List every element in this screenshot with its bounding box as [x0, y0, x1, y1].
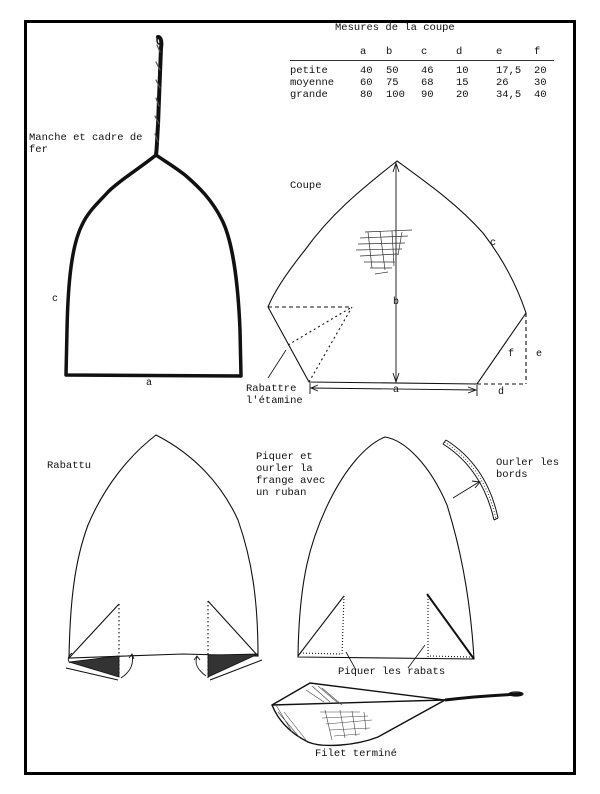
value-c: 68 [421, 77, 434, 89]
rabattu-figure [66, 435, 262, 680]
coupe-label-e: e [536, 349, 543, 360]
coupe-label-a: a [393, 385, 400, 396]
fabric-texture [356, 230, 412, 274]
piquer-figure [298, 437, 498, 670]
finished-net-figure [272, 683, 523, 745]
size-cell: petite [290, 65, 328, 77]
value-c: 90 [421, 89, 434, 101]
piquer-caption-line2: ourler la [256, 463, 313, 475]
piquer-caption-line3: frange avec [256, 475, 326, 487]
header-b: b [386, 45, 421, 61]
size-cell: grande [290, 89, 328, 101]
value-e: 34,5 [496, 89, 522, 101]
coupe-figure [268, 161, 526, 396]
table-row [290, 89, 554, 101]
size-cell: moyenne [290, 77, 335, 89]
hem-note-line2: bords [496, 469, 528, 481]
coupe-note-line2: l'étamine [246, 395, 303, 407]
iron-frame-figure [66, 36, 241, 376]
value-e: 17,5 [496, 65, 522, 77]
value-a: 60 [360, 77, 373, 89]
frame-label-c: c [52, 294, 59, 305]
header-d: d [456, 45, 496, 61]
value-e: 26 [496, 77, 509, 89]
frame-caption-line1: Manche et cadre de [29, 132, 143, 144]
frame-caption-line2: fer [29, 144, 48, 156]
piquer-caption-line1: Piquer et [256, 451, 313, 463]
value-d: 10 [456, 65, 469, 77]
rabattu-caption: Rabattu [47, 460, 92, 472]
coupe-label-f: f [508, 349, 515, 360]
coupe-caption: Coupe [290, 180, 322, 192]
header-size [290, 45, 360, 61]
piquer-bottom-note: Piquer les rabats [338, 666, 446, 678]
coupe-label-b: b [393, 297, 400, 308]
frame-label-a: a [146, 378, 153, 389]
value-f: 20 [534, 65, 547, 77]
table-row [290, 61, 554, 78]
value-b: 100 [386, 89, 405, 101]
header-f: f [534, 45, 554, 61]
piquer-caption-line4: un ruban [256, 487, 307, 499]
measurements-header-row [290, 45, 554, 61]
measurements-table [290, 45, 554, 101]
value-a: 80 [360, 89, 373, 101]
value-c: 46 [421, 65, 434, 77]
value-a: 40 [360, 65, 373, 77]
coupe-label-d: d [498, 387, 505, 398]
value-b: 50 [386, 65, 399, 77]
measurements-title: Mesures de la coupe [335, 22, 455, 34]
value-f: 30 [534, 77, 547, 89]
finished-caption: Filet terminé [315, 748, 397, 760]
value-d: 20 [456, 89, 469, 101]
table-row [290, 77, 554, 89]
hem-strip [443, 440, 498, 520]
value-f: 40 [534, 89, 547, 101]
value-b: 75 [386, 77, 399, 89]
header-e: e [496, 45, 534, 61]
header-a: a [360, 45, 386, 61]
hem-note-line1: Ourler les [496, 457, 560, 469]
coupe-label-c: c [490, 238, 497, 249]
coupe-note-line1: Rabattre [246, 383, 297, 395]
header-c: c [421, 45, 456, 61]
value-d: 15 [456, 77, 469, 89]
